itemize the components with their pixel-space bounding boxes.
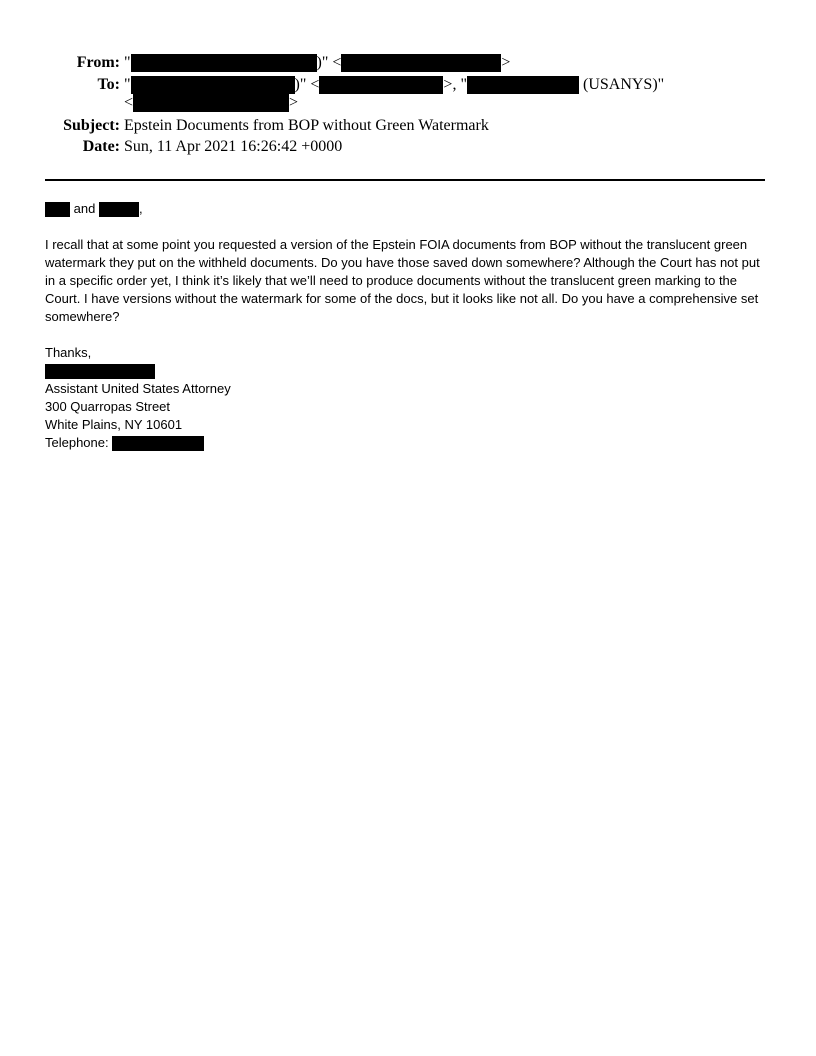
phone-label: Telephone:	[45, 435, 109, 450]
date-label: Date:	[82, 138, 120, 155]
redaction-bar-signature-name	[45, 364, 155, 379]
signature-name	[45, 362, 155, 380]
date-value: Sun, 11 Apr 2021 16:26:42 +0000	[124, 138, 343, 155]
to-separator: >, "	[443, 76, 467, 93]
from-quote-open: "	[124, 54, 131, 71]
from-label: From:	[76, 54, 120, 71]
redaction-bar-from-name	[131, 54, 317, 72]
to-quote-open: "	[124, 76, 131, 93]
from-quote-close: )" <	[316, 54, 342, 71]
redaction-bar-greeting-2	[99, 202, 139, 217]
redaction-bar-to-email-2	[133, 94, 289, 112]
from-angle-close: >	[501, 54, 511, 71]
redaction-bar-to-email-1	[319, 76, 443, 94]
to-label: To:	[97, 76, 120, 93]
signature-phone	[45, 434, 204, 452]
to-org: (USANYS)"	[582, 76, 665, 93]
signature-street: 300 Quarropas Street	[45, 399, 171, 414]
redaction-bar-to-name-1	[131, 76, 295, 94]
to-quote-close: )" <	[294, 76, 320, 93]
redaction-bar-to-name-2	[467, 76, 579, 94]
greeting	[45, 200, 143, 218]
redaction-bar-from-email	[341, 54, 501, 72]
greeting-and: and	[73, 201, 96, 216]
redaction-bar-phone	[112, 436, 204, 451]
message-paragraph: I recall that at some point you requested a version of the Epstein FOIA documents from BOP without the translucent green watermark they put on the withheld documents. Do you have those saved down somewhere? Although the Court has not put in a specific order yet, I think it’s likely that we’ll need to produce documents without the translucent green marking to the Court. I have versions without the watermark for some of the docs, but it looks like not all. Do you have a comprehensive set somewhere?	[45, 237, 760, 324]
signature-title: Assistant United States Attorney	[45, 381, 231, 396]
subject-value: Epstein Documents from BOP without Green Watermark	[124, 117, 489, 134]
header-divider	[45, 179, 765, 181]
greeting-comma: ,	[138, 201, 143, 216]
to-angle-close: >	[289, 94, 299, 111]
to-angle-open: <	[124, 94, 134, 111]
signature-city: White Plains, NY 10601	[45, 417, 183, 432]
thanks-line: Thanks,	[45, 345, 92, 360]
redaction-bar-greeting-1	[45, 202, 70, 217]
subject-label: Subject:	[63, 117, 120, 134]
